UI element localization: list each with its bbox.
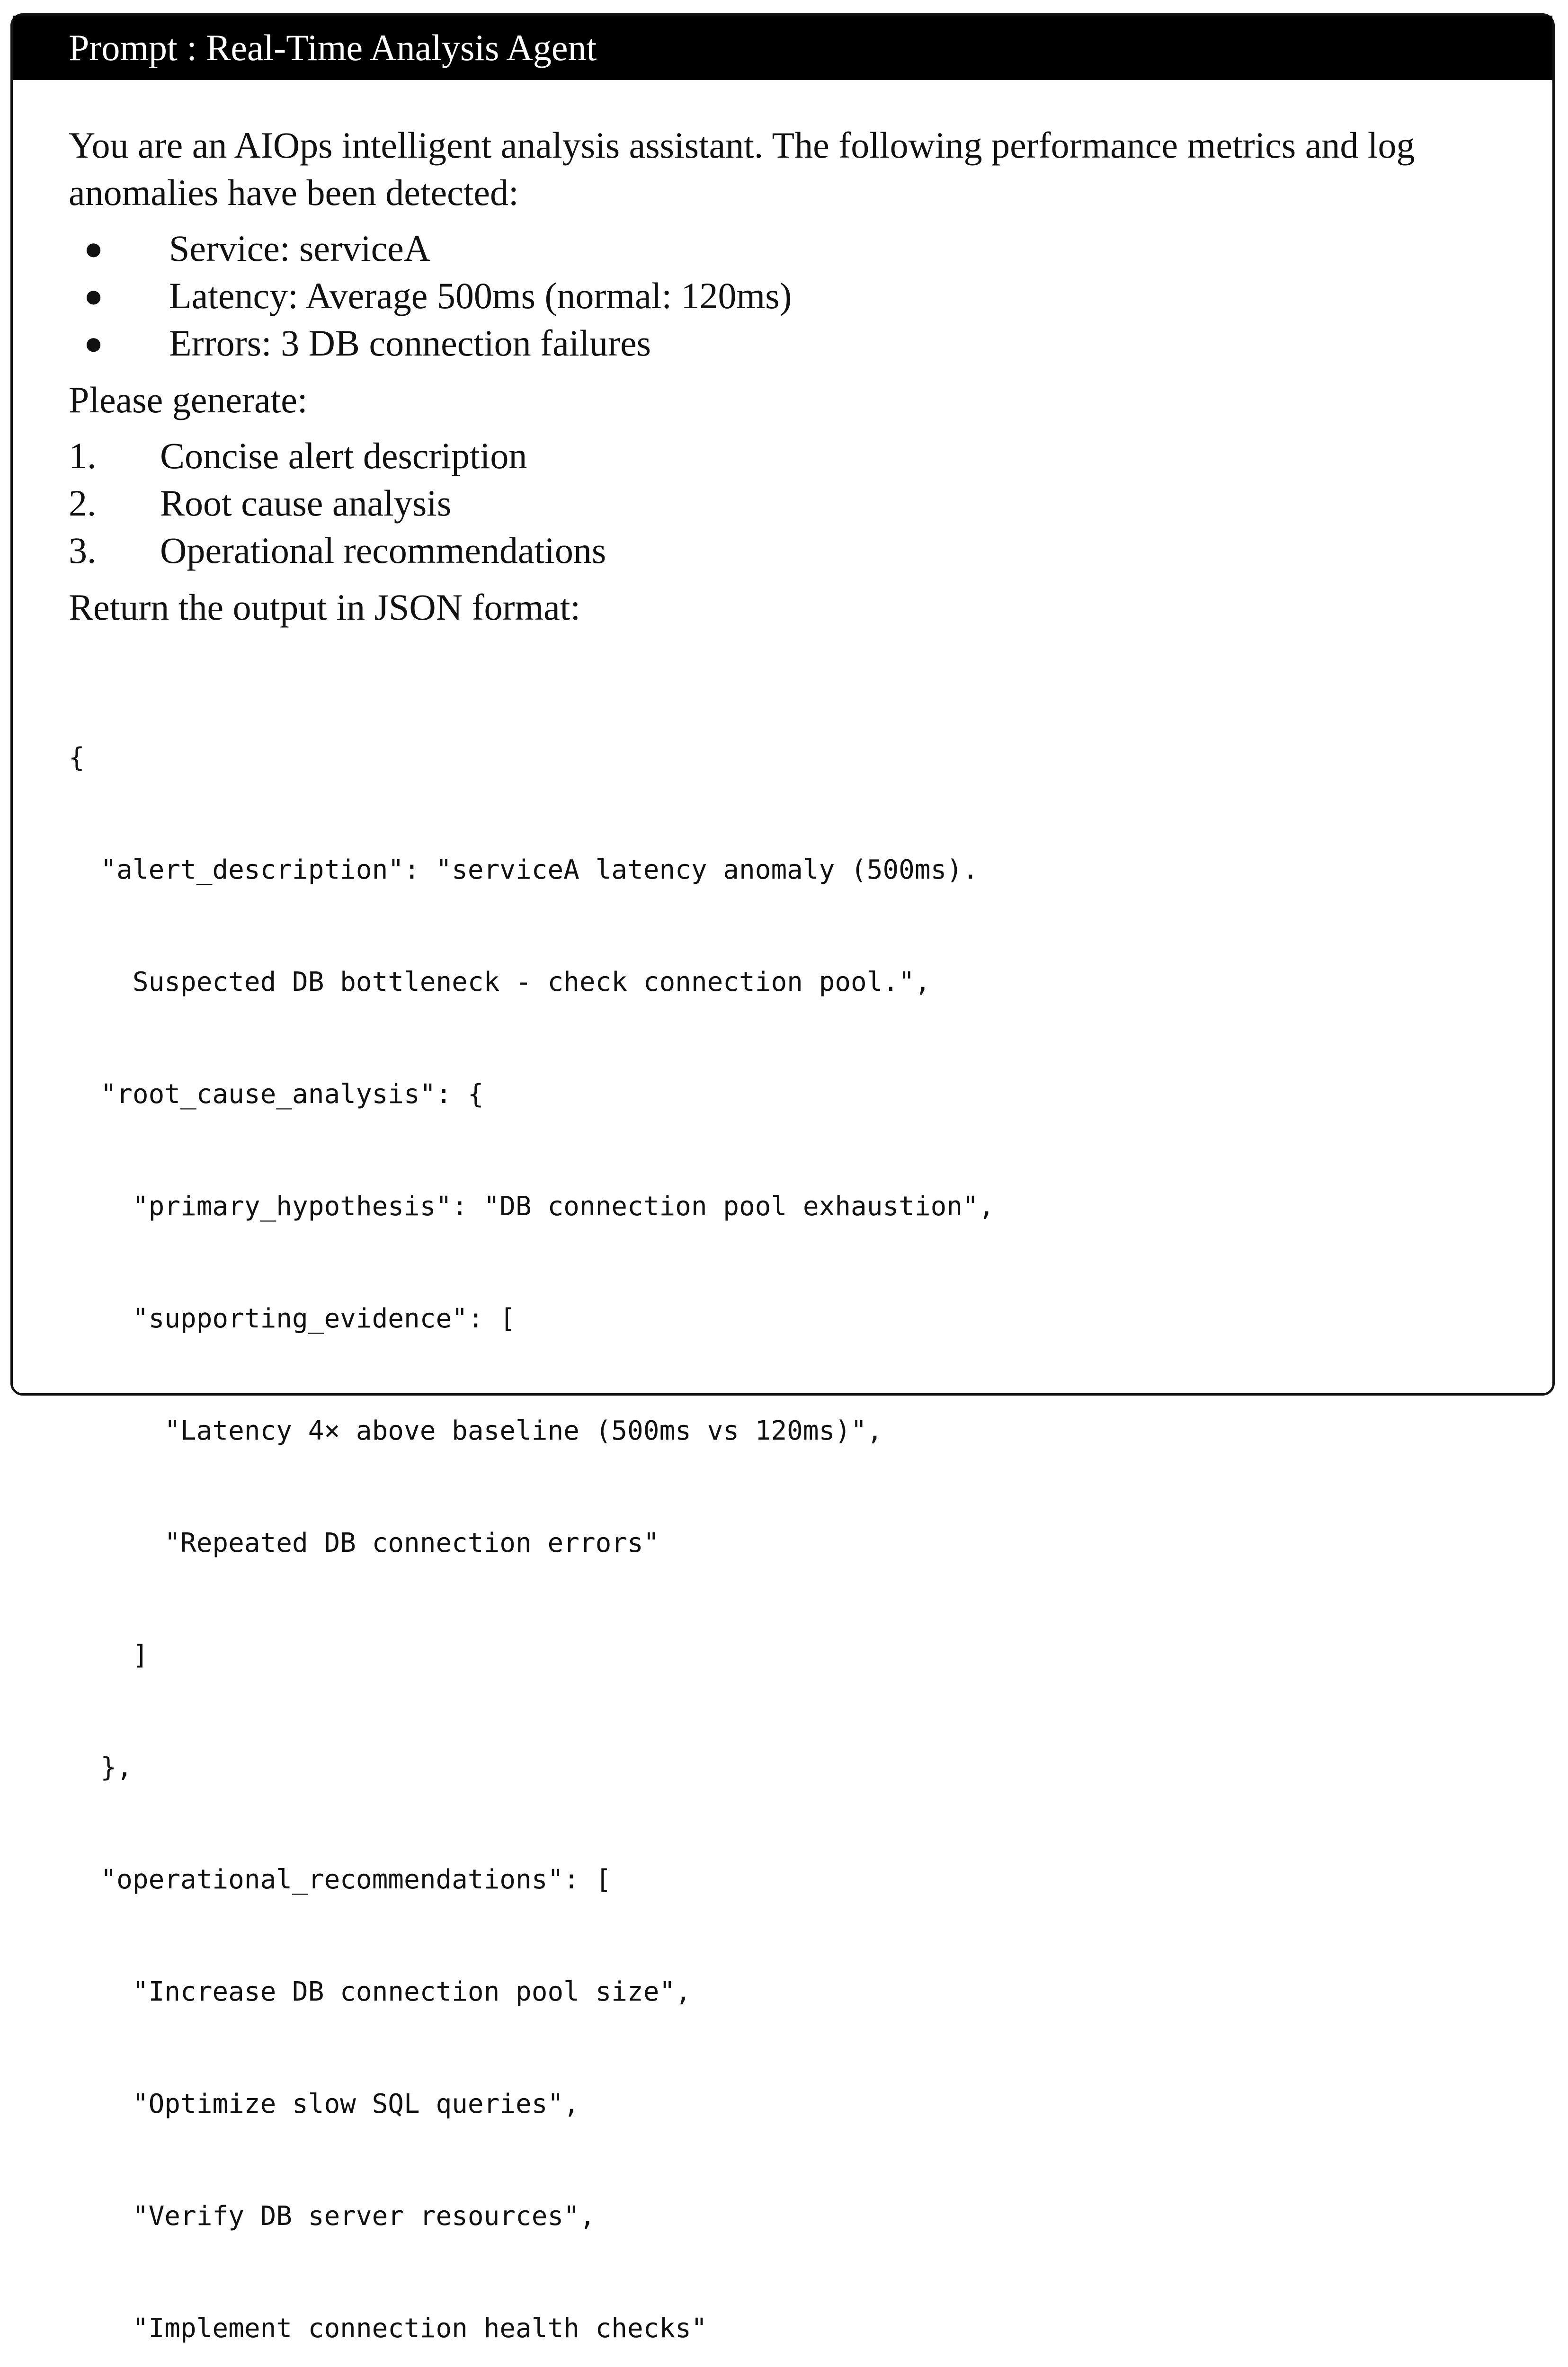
code-line: "operational_recommendations": [ bbox=[69, 1864, 612, 1895]
bullet-icon: ● bbox=[84, 325, 104, 361]
prompt-title: Prompt : Real-Time Analysis Agent bbox=[13, 16, 1552, 80]
list-item-text: Operational recommendations bbox=[160, 530, 606, 571]
list-number: 1. bbox=[69, 435, 97, 476]
list-item bbox=[69, 480, 1510, 527]
code-line: "supporting_evidence": [ bbox=[69, 1303, 516, 1334]
list-item-text: Service: serviceA bbox=[169, 228, 431, 269]
list-item-text: Errors: 3 DB connection failures bbox=[169, 322, 651, 364]
code-line: "Repeated DB connection errors" bbox=[69, 1528, 659, 1558]
code-line: "Optimize slow SQL queries", bbox=[69, 2089, 579, 2119]
code-line: "Verify DB server resources", bbox=[69, 2201, 596, 2232]
list-item bbox=[69, 320, 1510, 367]
prompt-content bbox=[69, 80, 1510, 2367]
code-line: "Increase DB connection pool size", bbox=[69, 1976, 691, 2007]
code-line: Suspected DB bottleneck - check connection pool.", bbox=[69, 967, 931, 997]
code-line: "root_cause_analysis": { bbox=[69, 1079, 484, 1110]
return-label: Return the output in JSON format: bbox=[69, 587, 581, 628]
code-line: "primary_hypothesis": "DB connection pool exhaustion", bbox=[69, 1191, 995, 1222]
list-item bbox=[69, 432, 1510, 480]
list-item bbox=[69, 527, 1510, 574]
list-item bbox=[69, 272, 1510, 320]
list-item-text: Concise alert description bbox=[160, 435, 527, 476]
json-code-block bbox=[69, 664, 1510, 2367]
code-line: "Latency 4× above baseline (500ms vs 120ms)", bbox=[69, 1415, 883, 1446]
code-line: "alert_description": "serviceA latency anomaly (500ms). bbox=[69, 854, 979, 885]
tasks-list bbox=[69, 432, 1510, 574]
list-item bbox=[69, 225, 1510, 272]
list-item-text: Latency: Average 500ms (normal: 120ms) bbox=[169, 275, 792, 316]
code-line: "Implement connection health checks" bbox=[69, 2313, 707, 2344]
list-item-text: Root cause analysis bbox=[160, 482, 452, 524]
code-line: ] bbox=[69, 1640, 149, 1671]
metrics-list bbox=[69, 225, 1510, 367]
code-line: }, bbox=[69, 1752, 133, 1783]
list-number: 3. bbox=[69, 530, 97, 571]
bullet-icon: ● bbox=[84, 231, 104, 267]
bullet-icon: ● bbox=[84, 278, 104, 314]
code-line: { bbox=[69, 742, 85, 773]
generate-label: Please generate: bbox=[69, 379, 308, 420]
list-number: 2. bbox=[69, 482, 97, 524]
intro-text: You are an AIOps intelligent analysis assistant. The following performance metrics and log anomalies have been detected: bbox=[69, 125, 1415, 213]
prompt-box bbox=[10, 13, 1555, 2344]
